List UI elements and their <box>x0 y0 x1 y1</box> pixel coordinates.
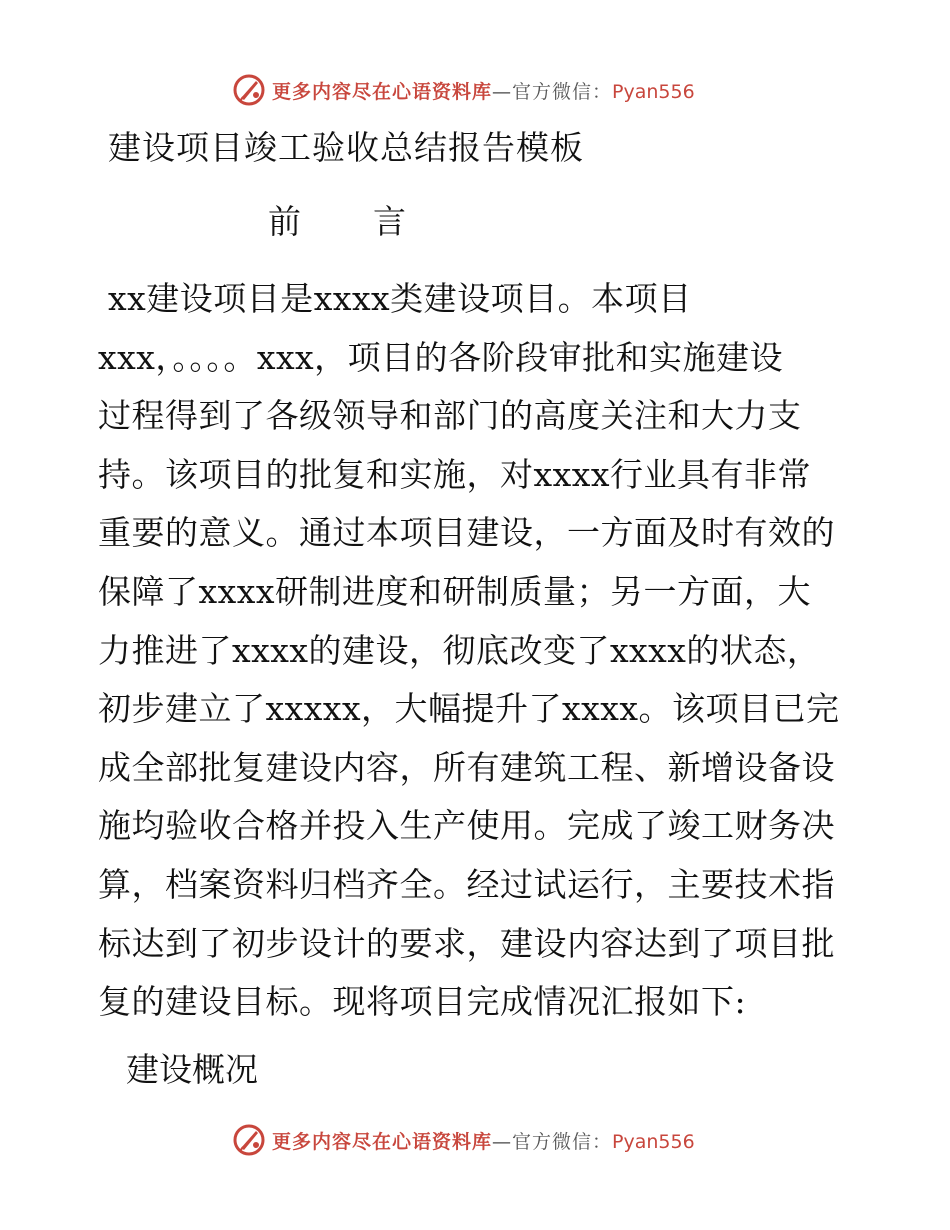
preface-char-left: 前 <box>268 202 301 241</box>
paragraph-line: 复的建设目标。现将项目完成情况汇报如下: <box>98 982 747 1022</box>
preface-heading <box>268 196 406 248</box>
watermark-prefix: 更多内容尽在心语资料库 <box>272 80 493 103</box>
paragraph-line: 持。该项目的批复和实施，对xxxx行业具有非常 <box>98 454 811 494</box>
preface-char-right: 言 <box>373 202 406 241</box>
watermark-dash: — <box>492 80 513 103</box>
quill-logo-icon <box>232 73 266 107</box>
paragraph-line: 过程得到了各级领导和部门的高度关注和大力支 <box>98 396 802 436</box>
quill-logo-icon <box>232 1123 266 1157</box>
watermark-text <box>272 77 695 104</box>
header-watermark <box>232 70 695 110</box>
footer-watermark <box>232 1120 695 1160</box>
watermark-dash: — <box>492 1130 513 1153</box>
paragraph-line: 初步建立了xxxxx，大幅提升了xxxx。该项目已完 <box>98 689 840 729</box>
watermark-prefix: 更多内容尽在心语资料库 <box>272 1130 493 1153</box>
watermark-account: Pyan556 <box>612 1130 695 1153</box>
watermark-account: Pyan556 <box>612 80 695 103</box>
section-heading: 建设概况 <box>126 1050 258 1089</box>
paragraph-line: 保障了xxxx研制进度和研制质量；另一方面，大 <box>98 571 811 611</box>
paragraph-line: 施均验收合格并投入生产使用。完成了竣工财务决 <box>98 806 835 846</box>
paragraph-line: xx建设项目是xxxx类建设项目。本项目 <box>108 279 692 318</box>
paragraph-line: xxx，。。。。xxx，项目的各阶段审批和实施建设 <box>98 337 784 377</box>
watermark-label: 官方微信： <box>512 80 613 103</box>
paragraph-line: 标达到了初步设计的要求，建设内容达到了项目批 <box>98 923 835 963</box>
paragraph-line: 力推进了xxxx的建设，彻底改变了xxxx的状态， <box>98 630 821 670</box>
watermark-text <box>272 1127 695 1154</box>
watermark-label: 官方微信： <box>512 1130 613 1153</box>
paragraph-line: 成全部批复建设内容，所有建筑工程、新增设备设 <box>98 747 835 787</box>
paragraph-line: 算，档案资料归档齐全。经过试运行，主要技术指 <box>98 864 835 904</box>
preface-paragraph <box>98 270 858 1032</box>
paragraph-line: 重要的意义。通过本项目建设，一方面及时有效的 <box>98 513 835 553</box>
document-title: 建设项目竣工验收总结报告模板 <box>108 128 584 167</box>
